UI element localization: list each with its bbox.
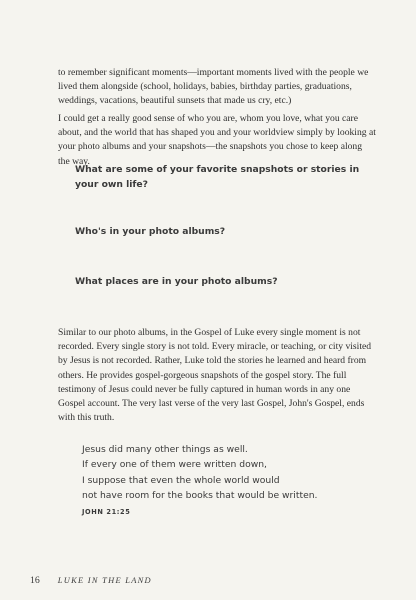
reflection-question: Who's in your photo albums? [75, 226, 226, 237]
scripture-line: I suppose that even the whole world would [82, 474, 280, 486]
running-title: LUKE IN THE LAND [57, 576, 152, 585]
reflection-question: What places are in your photo albums? [75, 276, 278, 287]
body-paragraph: Similar to our photo albums, in the Gospel of Luke every single moment is not recorded. Every single story is not told. Every miracle, or teaching, or city visited by Jesus is not recorded. Rather, Luke told the stories he learned and heard from others. He provides gospel-gorgeous snapshots of the gospel story. The full testimony of Jesus could never be fully captured in human words in any one Gospel account. The very last verse of the very last Gospel, John's Gospel, ends with this truth. [58, 327, 372, 424]
reflection-question: What are some of your favorite snapshots or stories in your own life? [75, 164, 360, 190]
page-footer [30, 570, 152, 588]
scripture-line: Jesus did many other things as well. [82, 444, 248, 455]
scripture-line: If every one of them were written down, [82, 459, 267, 471]
scripture-line: not have room for the books that would be written. [82, 490, 318, 502]
page-number: 16 [30, 575, 40, 586]
scripture-quote [82, 442, 382, 520]
scripture-reference: JOHN 21:25 [82, 507, 131, 516]
body-paragraph: I could get a really good sense of who you are, whom you love, what you care about, and the world that has shaped you and your worldview simply by looking at your photo albums and your snapshots—the snapshots you chose to keep along the way. [58, 113, 376, 167]
body-paragraph: to remember significant moments—important moments lived with the people we lived them alongside (school, holidays, babies, birthday parties, graduations, weddings, vacations, beautiful sunsets that made us cry, etc.) [58, 67, 369, 107]
